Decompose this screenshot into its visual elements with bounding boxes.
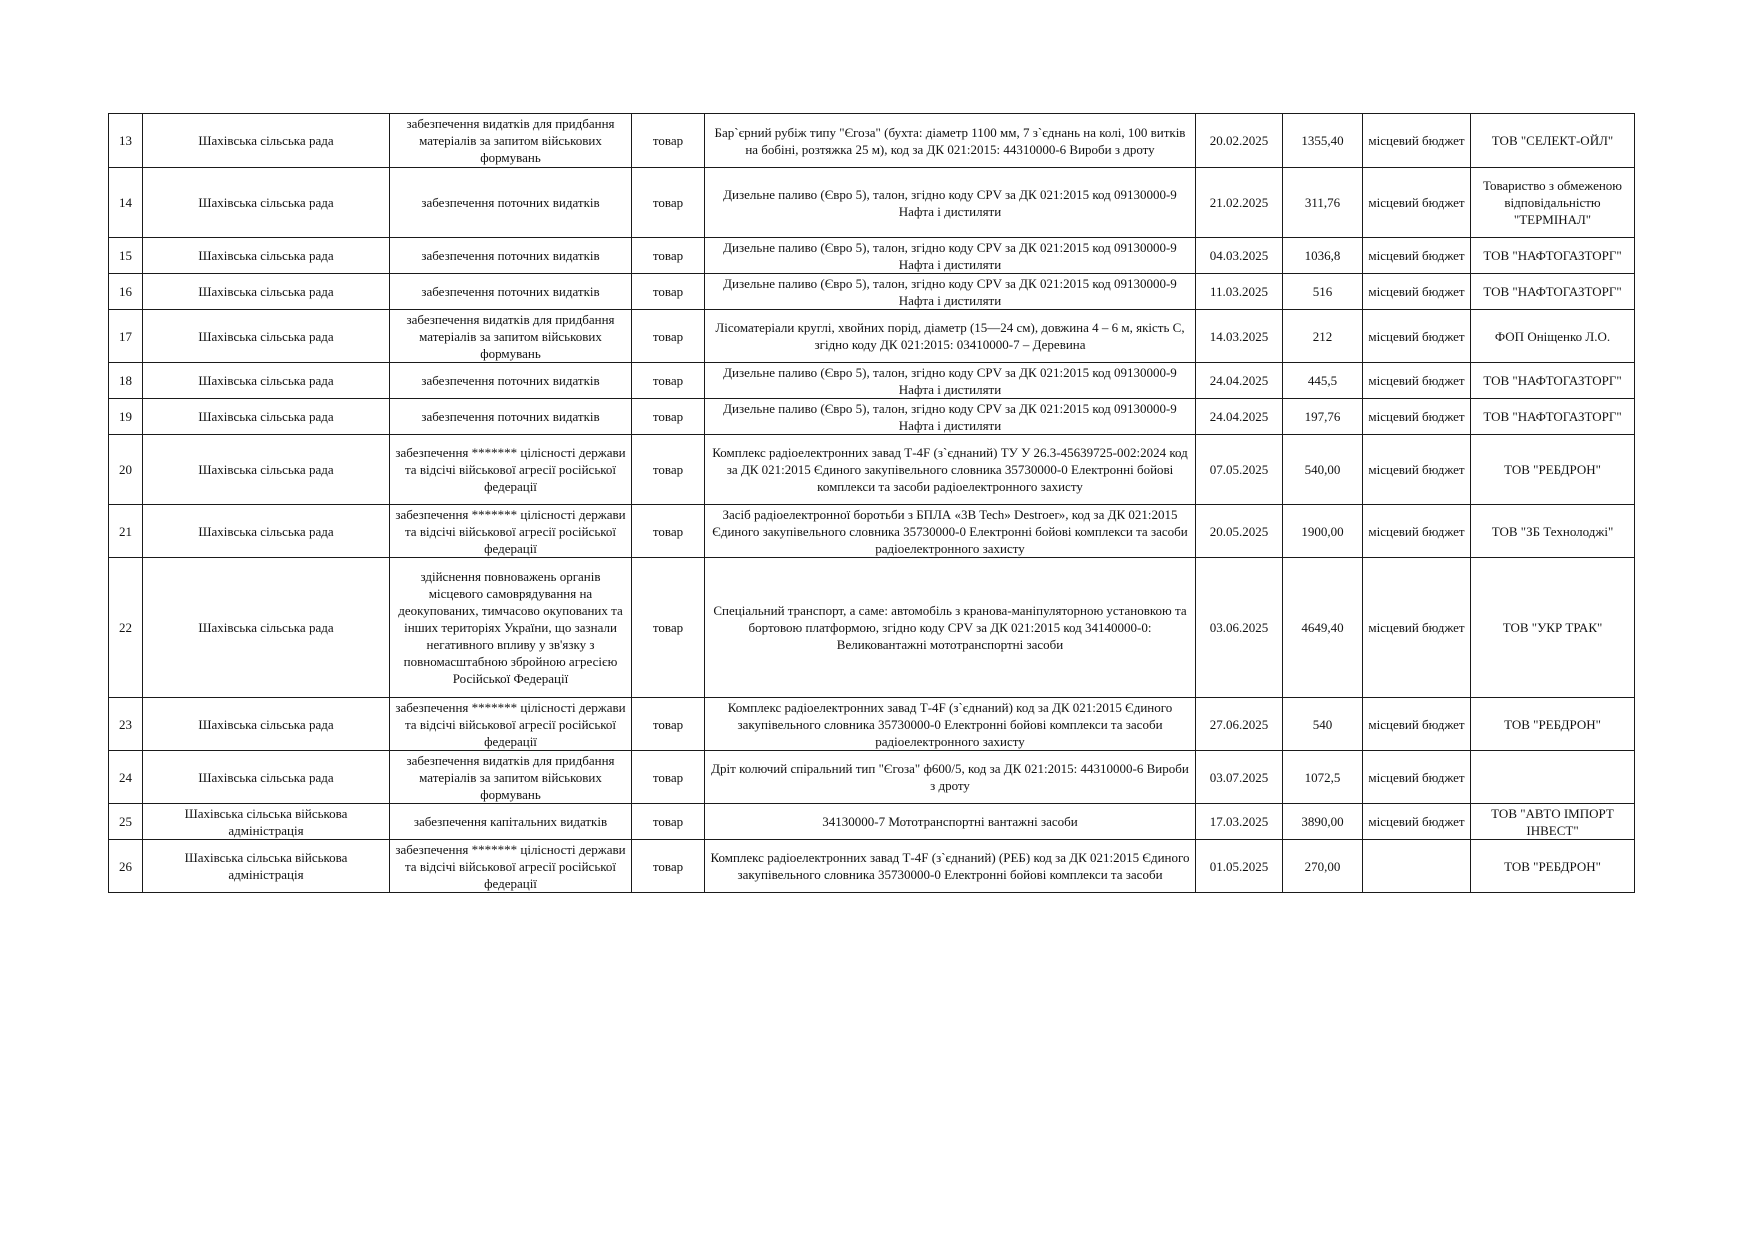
description-cell: Дизельне паливо (Євро 5), талон, згідно коду CPV за ДК 021:2015 код 09130000-9 Нафта і дистиляти [705,399,1196,435]
funding-source-cell: місцевий бюджет [1363,114,1471,168]
date-cell: 03.07.2025 [1196,751,1283,804]
supplier-cell: ТОВ "УКР ТРАК" [1471,558,1635,698]
type-cell: товар [632,238,705,274]
table-row [109,399,1635,435]
type-cell: товар [632,274,705,310]
customer-cell: Шахівська сільська рада [143,698,390,751]
customer-cell: Шахівська сільська рада [143,274,390,310]
table-row [109,114,1635,168]
amount-cell: 1072,5 [1283,751,1363,804]
type-cell: товар [632,168,705,238]
type-cell: товар [632,310,705,363]
funding-source-cell: місцевий бюджет [1363,558,1471,698]
date-cell: 11.03.2025 [1196,274,1283,310]
amount-cell: 212 [1283,310,1363,363]
type-cell: товар [632,558,705,698]
purpose-cell: забезпечення ******* цілісності держави та відсічі військової агресії російської федерації [390,435,632,505]
purpose-cell: забезпечення ******* цілісності держави та відсічі військової агресії російської федерації [390,505,632,558]
amount-cell: 1036,8 [1283,238,1363,274]
amount-cell: 516 [1283,274,1363,310]
table-row [109,505,1635,558]
purpose-cell: забезпечення поточних видатків [390,363,632,399]
description-cell: Лісоматеріали круглі, хвойних порід, діаметр (15—24 см), довжина 4 – 6 м, якість С, згідно коду ДК 021:2015: 03410000-7 – Деревина [705,310,1196,363]
purpose-cell: забезпечення поточних видатків [390,399,632,435]
description-cell: Бар`єрний рубіж типу "Єгоза" (бухта: діаметр 1100 мм, 7 з`єднань на колі, 100 витків на бобіні, розтяжка 25 м), код за ДК 021:2015: 44310000-6 Вироби з дроту [705,114,1196,168]
purpose-cell: забезпечення видатків для придбання матеріалів за запитом військових формувань [390,114,632,168]
row-number: 14 [109,168,143,238]
funding-source-cell [1363,840,1471,893]
row-number: 15 [109,238,143,274]
row-number: 21 [109,505,143,558]
procurement-table [108,113,1635,893]
customer-cell: Шахівська сільська військова адміністрація [143,840,390,893]
date-cell: 21.02.2025 [1196,168,1283,238]
date-cell: 14.03.2025 [1196,310,1283,363]
row-number: 24 [109,751,143,804]
table-row [109,274,1635,310]
amount-cell: 1900,00 [1283,505,1363,558]
customer-cell: Шахівська сільська військова адміністрація [143,804,390,840]
amount-cell: 540,00 [1283,435,1363,505]
customer-cell: Шахівська сільська рада [143,751,390,804]
purpose-cell: забезпечення поточних видатків [390,238,632,274]
funding-source-cell: місцевий бюджет [1363,751,1471,804]
row-number: 13 [109,114,143,168]
purpose-cell: забезпечення ******* цілісності держави та відсічі військової агресії російської федерації [390,840,632,893]
type-cell: товар [632,840,705,893]
table-row [109,698,1635,751]
customer-cell: Шахівська сільська рада [143,558,390,698]
supplier-cell: ТОВ "НАФТОГАЗТОРГ" [1471,399,1635,435]
description-cell: Комплекс радіоелектронних завад Т-4F (з`єднаний) код за ДК 021:2015 Єдиного закупівельного словника 35730000-0 Електронні бойові комплекси та засоби радіоелектронного захисту [705,698,1196,751]
description-cell: 34130000-7 Мототранспортні вантажні засоби [705,804,1196,840]
purpose-cell: забезпечення видатків для придбання матеріалів за запитом військових формувань [390,310,632,363]
amount-cell: 311,76 [1283,168,1363,238]
row-number: 25 [109,804,143,840]
amount-cell: 197,76 [1283,399,1363,435]
funding-source-cell: місцевий бюджет [1363,804,1471,840]
purpose-cell: здійснення повноважень органів місцевого самоврядування на деокупованих, тимчасово окупованих та інших територіях України, що зазнали негативного впливу у зв'язку з повномасштабною збройною агресією Російської Федерації [390,558,632,698]
table-row [109,363,1635,399]
table-row [109,435,1635,505]
customer-cell: Шахівська сільська рада [143,363,390,399]
supplier-cell: ТОВ "ЗБ Технолоджі" [1471,505,1635,558]
amount-cell: 270,00 [1283,840,1363,893]
description-cell: Дріт колючий спіральний тип "Єгоза" ф600/5, код за ДК 021:2015: 44310000-6 Вироби з дроту [705,751,1196,804]
description-cell: Комплекс радіоелектронних завад Т-4F (з`єднаний) ТУ У 26.3-45639725-002:2024 код за ДК 021:2015 Єдиного закупівельного словника 35730000-0 Електронні бойові комплекси та засоби радіоелектронного захисту [705,435,1196,505]
amount-cell: 3890,00 [1283,804,1363,840]
supplier-cell: ФОП Оніщенко Л.О. [1471,310,1635,363]
table-row [109,804,1635,840]
row-number: 23 [109,698,143,751]
date-cell: 04.03.2025 [1196,238,1283,274]
purpose-cell: забезпечення поточних видатків [390,168,632,238]
supplier-cell: ТОВ "РЕБДРОН" [1471,435,1635,505]
amount-cell: 540 [1283,698,1363,751]
type-cell: товар [632,505,705,558]
amount-cell: 445,5 [1283,363,1363,399]
funding-source-cell: місцевий бюджет [1363,435,1471,505]
supplier-cell: ТОВ "АВТО ІМПОРТ ІНВЕСТ" [1471,804,1635,840]
date-cell: 24.04.2025 [1196,399,1283,435]
date-cell: 07.05.2025 [1196,435,1283,505]
table-row [109,168,1635,238]
description-cell: Комплекс радіоелектронних завад Т-4F (з`єднаний) (РЕБ) код за ДК 021:2015 Єдиного закупівельного словника 35730000-0 Електронні бойові комплекси та засоби [705,840,1196,893]
type-cell: товар [632,698,705,751]
customer-cell: Шахівська сільська рада [143,168,390,238]
description-cell: Дизельне паливо (Євро 5), талон, згідно коду CPV за ДК 021:2015 код 09130000-9 Нафта і дистиляти [705,363,1196,399]
date-cell: 17.03.2025 [1196,804,1283,840]
customer-cell: Шахівська сільська рада [143,435,390,505]
row-number: 26 [109,840,143,893]
funding-source-cell: місцевий бюджет [1363,399,1471,435]
type-cell: товар [632,399,705,435]
date-cell: 20.05.2025 [1196,505,1283,558]
row-number: 18 [109,363,143,399]
supplier-cell: Товариство з обмеженою відповідальністю "ТЕРМІНАЛ" [1471,168,1635,238]
supplier-cell: ТОВ "НАФТОГАЗТОРГ" [1471,238,1635,274]
type-cell: товар [632,363,705,399]
purpose-cell: забезпечення видатків для придбання матеріалів за запитом військових формувань [390,751,632,804]
table-body [109,114,1635,893]
date-cell: 20.02.2025 [1196,114,1283,168]
table-row [109,751,1635,804]
supplier-cell: ТОВ "СЕЛЕКТ-ОЙЛ" [1471,114,1635,168]
customer-cell: Шахівська сільська рада [143,114,390,168]
supplier-cell: ТОВ "НАФТОГАЗТОРГ" [1471,274,1635,310]
table-row [109,310,1635,363]
description-cell: Спеціальний транспорт, а саме: автомобіль з кранова-маніпуляторною установкою та бортовою платформою, згідно коду CPV за ДК 021:2015 код 34140000-0: Великовантажні мототранспортні засоби [705,558,1196,698]
table-row [109,558,1635,698]
funding-source-cell: місцевий бюджет [1363,274,1471,310]
funding-source-cell: місцевий бюджет [1363,698,1471,751]
type-cell: товар [632,114,705,168]
row-number: 17 [109,310,143,363]
supplier-cell: ТОВ "РЕБДРОН" [1471,698,1635,751]
funding-source-cell: місцевий бюджет [1363,505,1471,558]
date-cell: 27.06.2025 [1196,698,1283,751]
amount-cell: 1355,40 [1283,114,1363,168]
funding-source-cell: місцевий бюджет [1363,310,1471,363]
date-cell: 24.04.2025 [1196,363,1283,399]
purpose-cell: забезпечення капітальних видатків [390,804,632,840]
customer-cell: Шахівська сільська рада [143,310,390,363]
row-number: 20 [109,435,143,505]
supplier-cell: ТОВ "РЕБДРОН" [1471,840,1635,893]
supplier-cell: ТОВ "НАФТОГАЗТОРГ" [1471,363,1635,399]
date-cell: 03.06.2025 [1196,558,1283,698]
table-row [109,238,1635,274]
row-number: 16 [109,274,143,310]
row-number: 19 [109,399,143,435]
customer-cell: Шахівська сільська рада [143,505,390,558]
customer-cell: Шахівська сільська рада [143,399,390,435]
amount-cell: 4649,40 [1283,558,1363,698]
funding-source-cell: місцевий бюджет [1363,363,1471,399]
purpose-cell: забезпечення ******* цілісності держави та відсічі військової агресії російської федерації [390,698,632,751]
type-cell: товар [632,751,705,804]
table-row [109,840,1635,893]
description-cell: Дизельне паливо (Євро 5), талон, згідно коду CPV за ДК 021:2015 код 09130000-9 Нафта і дистиляти [705,168,1196,238]
date-cell: 01.05.2025 [1196,840,1283,893]
description-cell: Дизельне паливо (Євро 5), талон, згідно коду CPV за ДК 021:2015 код 09130000-9 Нафта і дистиляти [705,274,1196,310]
row-number: 22 [109,558,143,698]
type-cell: товар [632,804,705,840]
funding-source-cell: місцевий бюджет [1363,168,1471,238]
type-cell: товар [632,435,705,505]
purpose-cell: забезпечення поточних видатків [390,274,632,310]
description-cell: Засіб радіоелектронної боротьби з БПЛА «3B Tech» Destroer», код за ДК 021:2015 Єдиного закупівельного словника 35730000-0 Електронні бойові комплекси та засоби радіоелектронного захисту [705,505,1196,558]
funding-source-cell: місцевий бюджет [1363,238,1471,274]
customer-cell: Шахівська сільська рада [143,238,390,274]
supplier-cell [1471,751,1635,804]
description-cell: Дизельне паливо (Євро 5), талон, згідно коду CPV за ДК 021:2015 код 09130000-9 Нафта і дистиляти [705,238,1196,274]
